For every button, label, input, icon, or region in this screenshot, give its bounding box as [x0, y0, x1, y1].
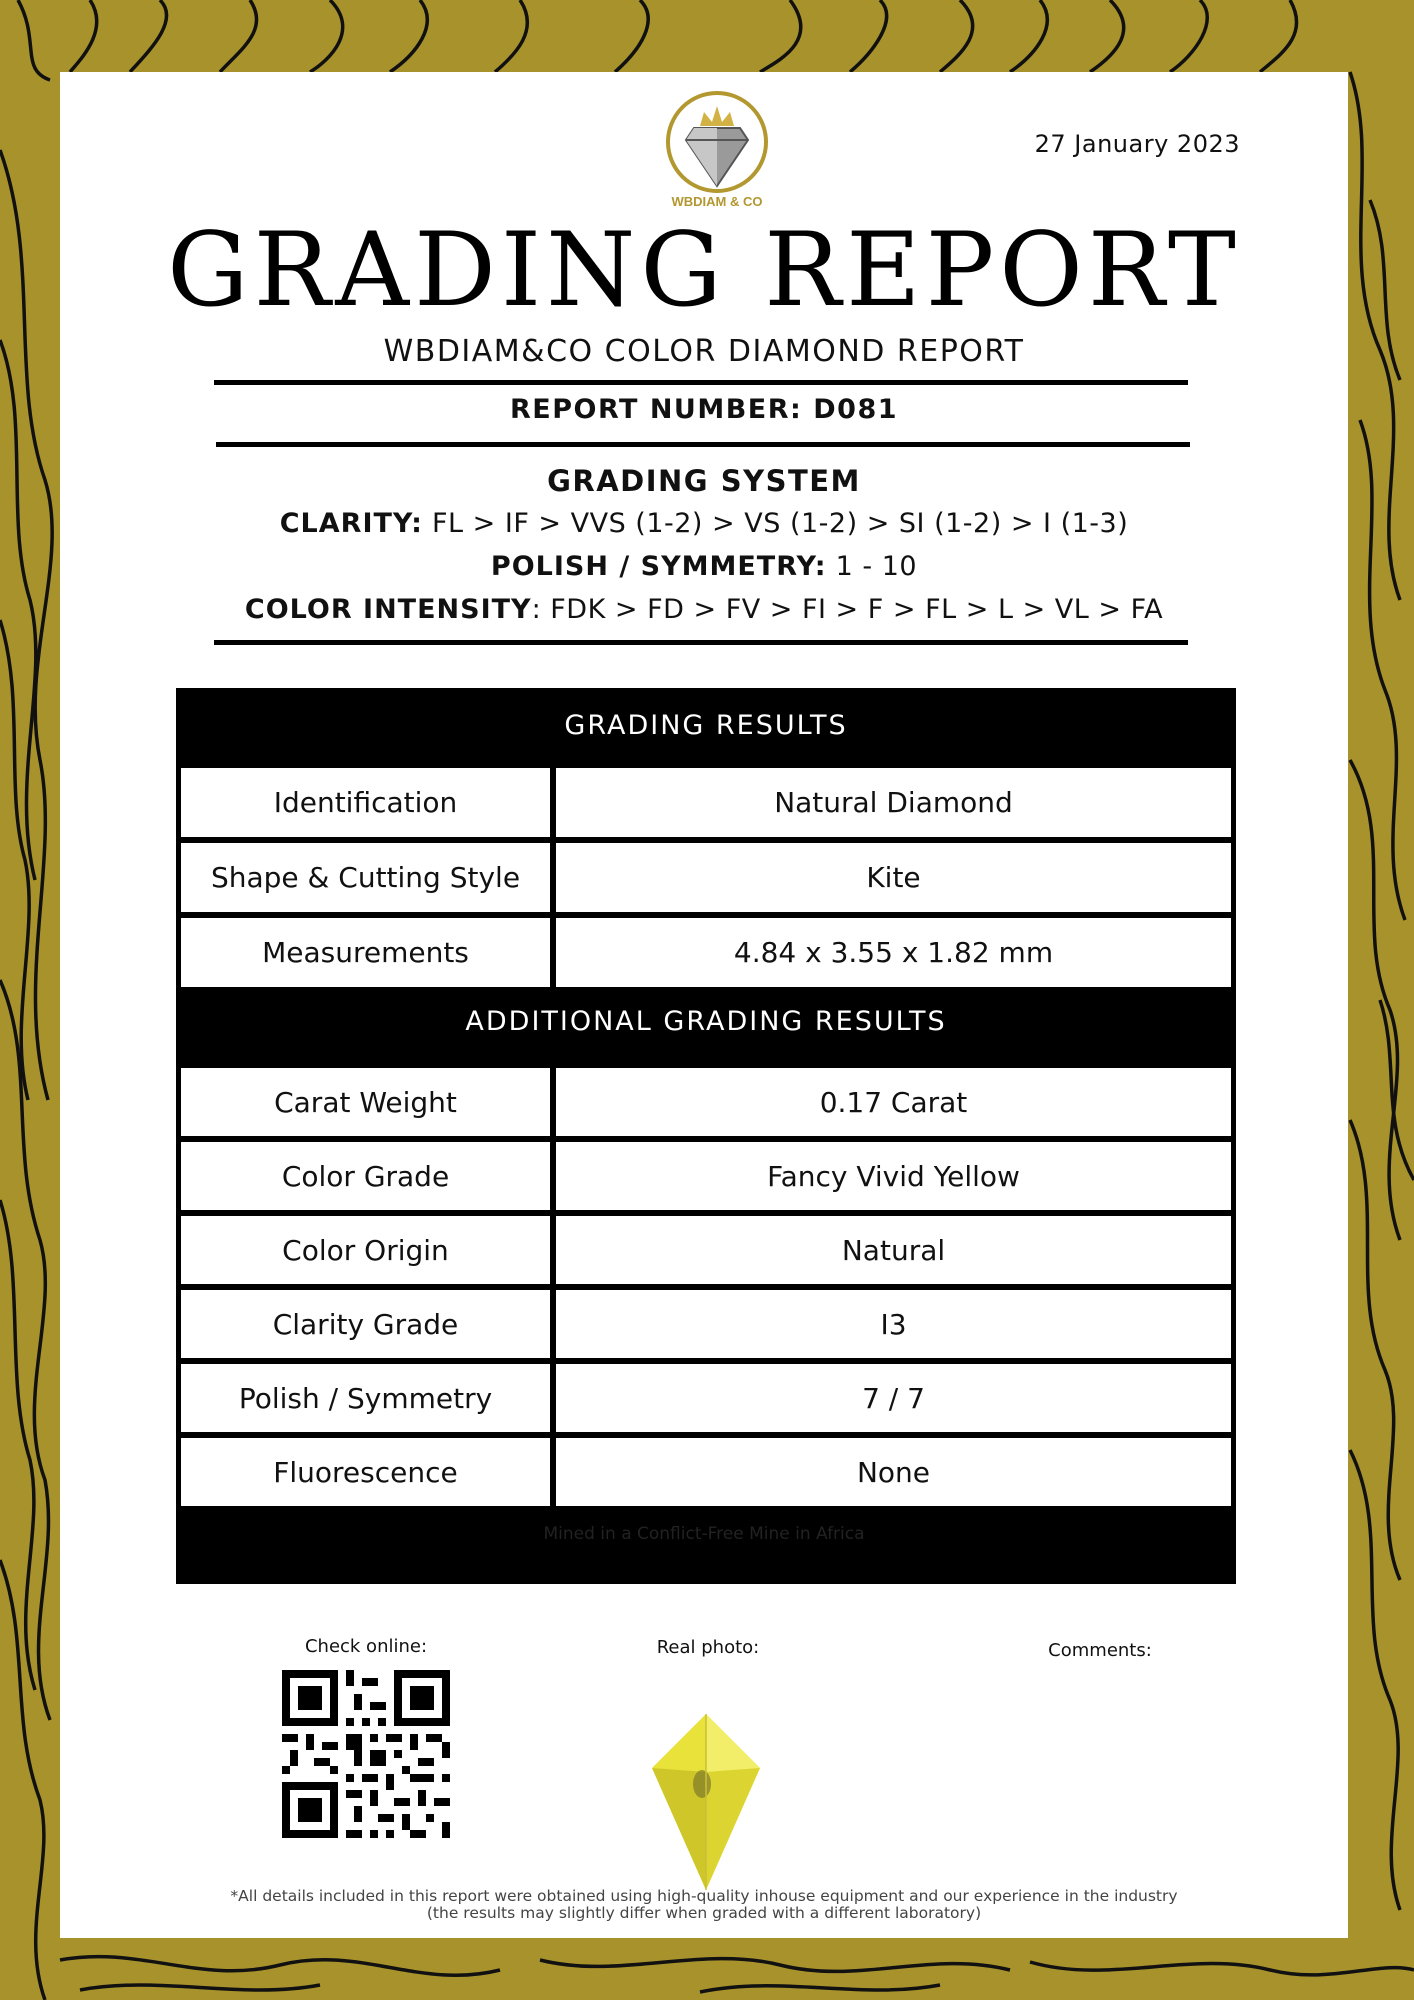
polish-label: POLISH / SYMMETRY:: [490, 551, 827, 582]
divider-middle: [216, 442, 1190, 447]
grading-results-table: [176, 688, 1236, 1584]
row-value-fluorescence: None: [556, 1438, 1231, 1506]
row-label-carat: Carat Weight: [181, 1068, 550, 1136]
row-value-measurements: 4.84 x 3.55 x 1.82 mm: [556, 918, 1231, 987]
disclaimer: [60, 1888, 1348, 1922]
row-label-color-origin: Color Origin: [181, 1216, 550, 1284]
row-label-fluorescence: Fluorescence: [181, 1438, 550, 1506]
row-value-polish-symmetry: 7 / 7: [556, 1364, 1231, 1432]
row-value-clarity-grade: I3: [556, 1290, 1231, 1358]
row-label-measurements: Measurements: [181, 918, 550, 987]
real-photo-label: Real photo:: [656, 1637, 760, 1658]
row-value-shape: Kite: [556, 843, 1231, 912]
report-number: REPORT NUMBER: D081: [509, 394, 899, 425]
additional-results-heading: ADDITIONAL GRADING RESULTS: [465, 1006, 947, 1037]
grading-system-heading: GRADING SYSTEM: [547, 464, 861, 498]
comments-label: Comments:: [1048, 1640, 1152, 1661]
row-label-color-grade: Color Grade: [181, 1142, 550, 1210]
check-online-label: Check online:: [304, 1636, 428, 1657]
row-label-shape: Shape & Cutting Style: [181, 843, 550, 912]
clarity-scale: FL > IF > VVS (1-2) > VS (1-2) > SI (1-2) > I (1-3): [422, 508, 1129, 539]
color-intensity-scale: : FDK > FD > FV > FI > F > FL > L > VL > FA: [531, 594, 1164, 625]
polish-scale-line: [60, 551, 1348, 582]
polish-scale: 1 - 10: [826, 551, 918, 582]
row-value-carat: 0.17 Carat: [556, 1068, 1231, 1136]
clarity-scale-line: [60, 508, 1348, 539]
color-intensity-line: [60, 594, 1348, 625]
disclaimer-line-2: (the results may slightly differ when graded with a different laboratory): [426, 1904, 982, 1922]
diamond-logo-icon: [652, 90, 782, 194]
qr-code-icon[interactable]: [282, 1670, 450, 1838]
report-date: 27 January 2023: [1034, 130, 1240, 158]
logo-wordmark: WBDIAM & CO: [671, 194, 763, 209]
report-page: [60, 72, 1348, 1938]
page-title: GRADING REPORT: [167, 211, 1241, 330]
row-value-color-grade: Fancy Vivid Yellow: [556, 1142, 1231, 1210]
divider-top: [214, 380, 1188, 385]
color-intensity-label: COLOR INTENSITY: [244, 594, 532, 625]
disclaimer-line-1: *All details included in this report were obtained using high-quality inhouse equipment and our experience in the industry: [230, 1887, 1178, 1905]
row-label-identification: Identification: [181, 768, 550, 837]
conflict-free-note: Mined in a Conflict-Free Mine in Africa: [543, 1524, 865, 1544]
row-value-color-origin: Natural: [556, 1216, 1231, 1284]
grading-results-heading: GRADING RESULTS: [564, 710, 848, 741]
brand-logo: [652, 90, 782, 222]
row-label-clarity-grade: Clarity Grade: [181, 1290, 550, 1358]
row-value-identification: Natural Diamond: [556, 768, 1231, 837]
row-label-polish-symmetry: Polish / Symmetry: [181, 1364, 550, 1432]
divider-bottom: [214, 640, 1188, 645]
page-subtitle: WBDIAM&CO COLOR DIAMOND REPORT: [383, 334, 1025, 369]
clarity-label: CLARITY:: [279, 508, 423, 539]
kite-diamond-photo: [650, 1712, 762, 1892]
